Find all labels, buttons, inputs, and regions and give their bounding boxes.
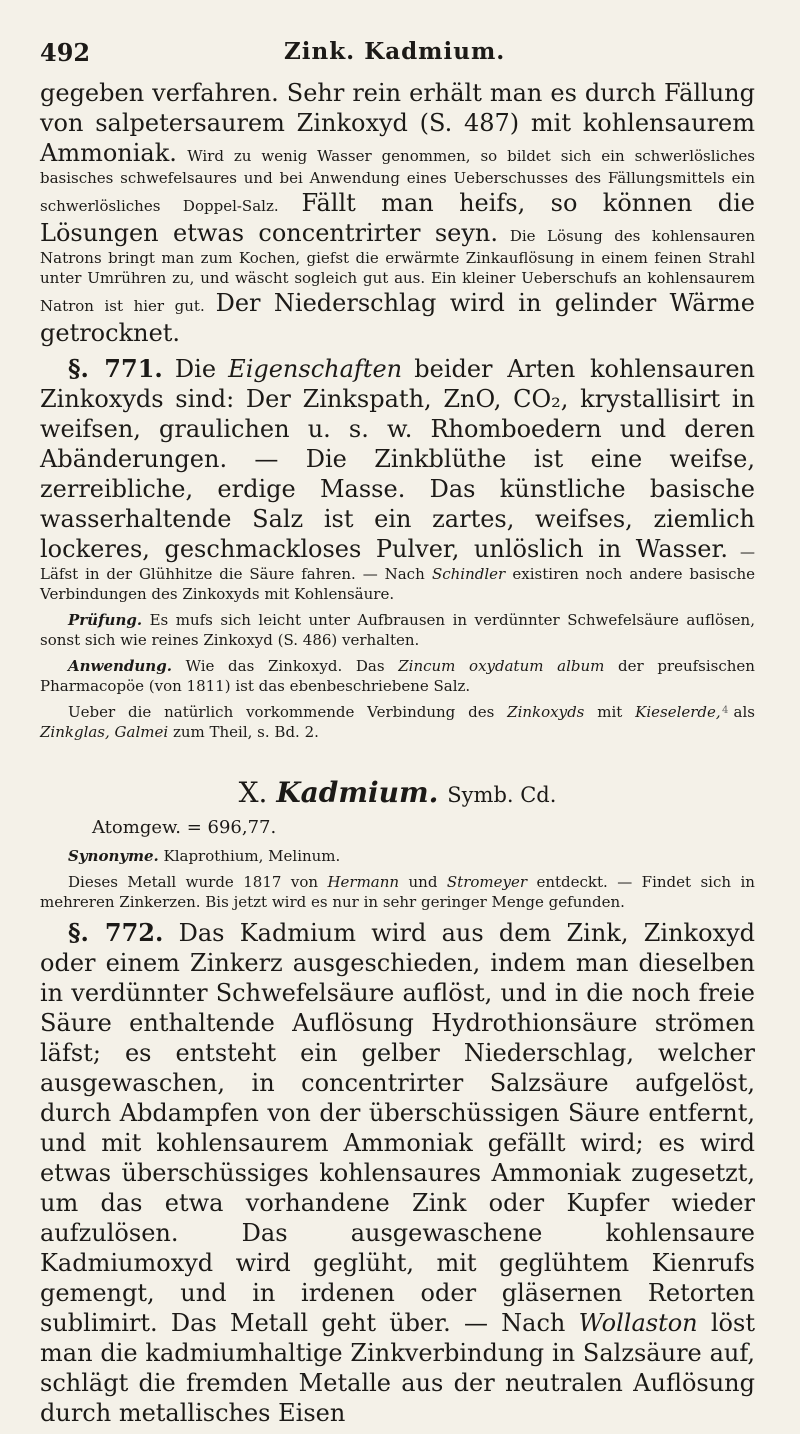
paragraph-discovery [40,872,755,912]
book-page [40,38,755,1434]
section-heading [40,776,755,809]
text-small: und [408,873,438,891]
paragraph-preparation [40,78,755,348]
paragraph-natural [40,702,755,742]
text-italic: Zinkglas, Galmei [40,723,169,741]
margin-mark: 4 [722,705,729,716]
text-large: Der Niederschlag wird in gelinder Wärme getrocknet. [40,289,755,347]
text-italic: Kieselerde, [635,703,721,721]
text-small: Wird zu wenig Wasser genommen, so bildet sich ein schwerlösliches basisches schwefelsaures und bei Anwendung eines Ueberschusses des Fällungsmittels ein schwerlösliches Doppel-Salz. [40,147,755,215]
text-small: Es mufs sich leicht unter Aufbrausen in verdünnter Schwefelsäure auflösen, sonst sich wie reines Zinkoxyd (S. 486) verhalten. [40,611,755,649]
label-anwendung: Anwendung. [68,657,172,675]
text-italic: Eigenschaften [228,355,403,383]
text-italic: Hermann [327,873,400,891]
page-header [40,38,755,78]
text-large: beider Arten kohlensauren Zinkoxyds sind: Der Zinkspath, ZnO, CO₂, krystallisirt in weifsen, graulichen u. s. w. Rhomboedern und deren Abänderungen. — Die Zinkblüthe ist eine weifse, zerreibliche, erdige Masse. Das künstliche basische wasserhaltende Salz ist ein zartes, weifses, ziemlich lockeres, geschmackloses Pulver, unlöslich in Wasser. [40,355,755,563]
text-large: Fällt man heifs, so können die Lösungen etwas concentrirter seyn. [40,189,755,247]
text-small: zum Theil, s. Bd. 2. [172,723,319,741]
section-symbol: Symb. Cd. [447,783,557,807]
atomic-weight: Atomgew. = 696,77. [92,817,277,838]
text-large: Das Kadmium wird aus dem Zink, Zinkoxyd oder einem Zinkerz ausgeschieden, indem man dieselben in verdünnter Schwefelsäure auflöst, und in die noch freie Säure enthaltende Auflösung Hydrothionsäure strömen läfst; es entsteht ein gelber Niederschlag, welcher ausgewaschen, in concentrirter Salzsäure aufgelöst, durch Abdampfen von der überschüssigen Säure entfernt, und mit kohlensaurem Ammoniak gefällt wird; es wird etwas überschüssiges kohlensaures Ammoniak zugesetzt, um das etwa vorhandene Zink oder Kupfer wieder aufzulösen. Das ausgewaschene kohlensaure Kadmiumoxyd wird geglüht, mit geglühtem Kienrufs gemengt, und in irdenen oder gläsernen Retorten sublimirt. Das Metall geht über. — Nach [40,919,755,1337]
text-small: existiren noch andere basische Verbindungen des Zinkoxyds mit Kohlensäure. [40,565,756,603]
section-title: Kadmium. [276,776,439,809]
section-number: X. [238,776,268,809]
text-small: entdeckt. — Findet sich in mehreren Zinkerzen. Bis jetzt wird es nur in sehr geringer Menge gefunden. [40,873,755,911]
text-small: der preufsischen Pharmacopöe (von 1811) ist das ebenbeschriebene Salz. [40,657,755,695]
text-large: Die [174,355,217,383]
page-number: 492 [40,38,91,67]
section-marker: §. 772. [68,918,164,947]
label-synonyme: Synonyme. [68,847,159,865]
text-small: — Läfst in der Glühhitze die Säure fahren. — Nach [40,543,756,583]
text-small: Die Lösung des kohlensauren Natrons bringt man zum Kochen, giefst die erwärmte Zinkauflösung in einem feinen Strahl unter Umrühren zu, und wäscht sogleich gut aus. Ein kleiner Ueberschufs an kohlensaurem Natron ist hier gut. [40,227,756,315]
text-small: als [733,703,755,721]
paragraph-synonyme [40,846,755,866]
running-title: Zink. Kadmium. [284,38,506,65]
text-italic: Zincum oxydatum album [398,657,605,675]
paragraph-772 [40,918,755,1428]
text-small: Klaprothium, Melinum. [163,847,341,865]
section-marker: §. 771. [68,354,163,383]
text-italic: Stromeyer [446,873,528,891]
text-large: gegeben verfahren. Sehr rein erhält man es durch Fällung von salpetersaurem Zinkoxyd (S. 487) mit kohlensaurem Ammoniak. [40,79,755,167]
paragraph-pruefung [40,610,755,650]
text-italic: Schindler [431,565,506,583]
text-small: Dieses Metall wurde 1817 von [68,873,319,891]
text-small: Ueber die natürlich vorkommende Verbindung des [68,703,495,721]
text-large: löst man die kadmiumhaltige Zinkverbindung in Salzsäure auf, schlägt die fremden Metalle aus der neutralen Auflösung durch metallisches Eisen [40,1309,755,1427]
text-small: Wie das Zinkoxyd. Das [185,657,385,675]
label-pruefung: Prüfung. [68,611,143,629]
text-italic: Zinkoxyds [507,703,585,721]
text-small: mit [597,703,623,721]
paragraph-anwendung [40,656,755,696]
text-italic: Wollaston [578,1309,698,1337]
paragraph-771 [40,354,755,604]
